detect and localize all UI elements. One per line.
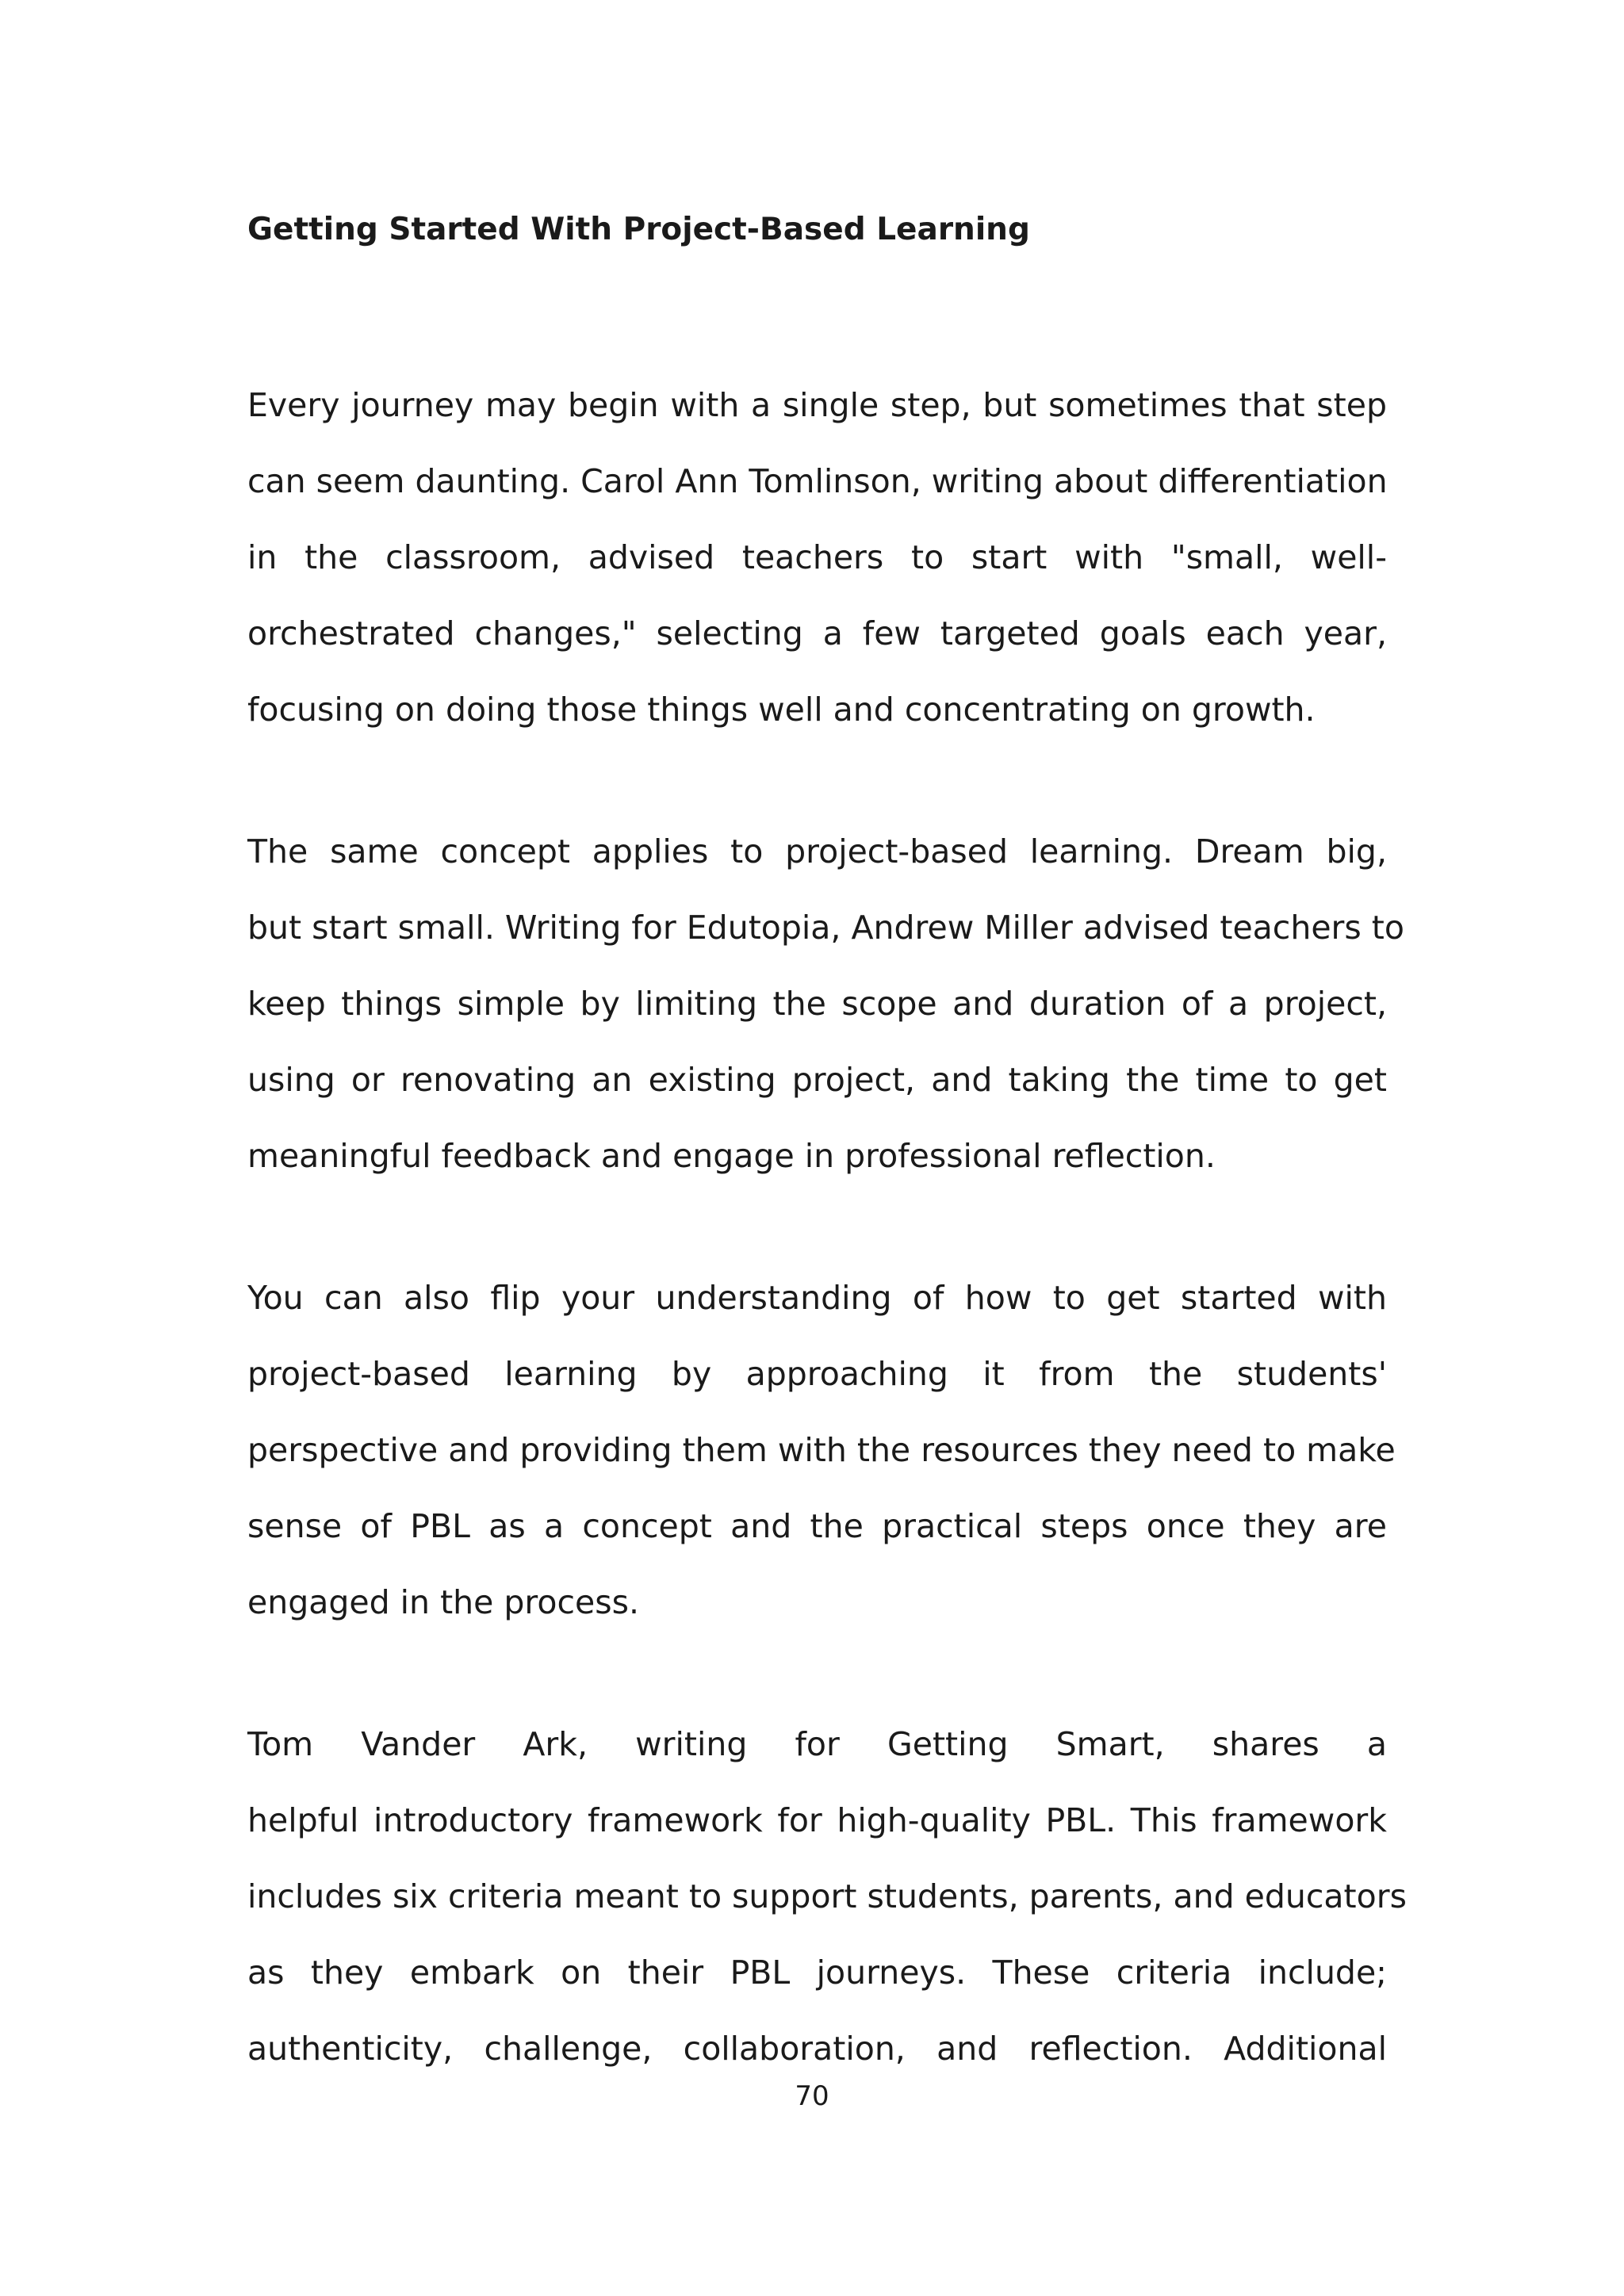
page-number: 70 — [795, 2080, 829, 2112]
text-line: Tom Vander Ark, writing for Getting Smart, shares a — [247, 1725, 1387, 1763]
paragraph-3 — [247, 1260, 1396, 1640]
text-line: sense of PBL as a concept and the practical steps once they are — [247, 1507, 1387, 1545]
text-line: meaningful feedback and engage in professional reflection. — [247, 1137, 1216, 1175]
paragraph-1 — [247, 367, 1387, 748]
text-line: focusing on doing those things well and concentrating on growth. — [247, 691, 1316, 729]
text-line: but start small. Writing for Edutopia, Andrew Miller advised teachers to — [247, 909, 1404, 947]
paragraph-4 — [247, 1706, 1407, 2087]
text-line: authenticity, challenge, collaboration, and reflection. Additional — [247, 2030, 1387, 2068]
text-line: can seem daunting. Carol Ann Tomlinson, writing about differentiation — [247, 462, 1388, 500]
text-line: in the classroom, advised teachers to start with "small, well- — [247, 538, 1387, 576]
text-line: perspective and providing them with the resources they need to make — [247, 1431, 1396, 1469]
text-line: as they embark on their PBL journeys. These criteria include; — [247, 1954, 1387, 1992]
text-line: orchestrated changes," selecting a few targeted goals each year, — [247, 614, 1387, 652]
text-line: engaged in the process. — [247, 1583, 639, 1621]
section-title: Getting Started With Project-Based Learning — [247, 212, 1030, 247]
text-line: helpful introductory framework for high-quality PBL. This framework — [247, 1801, 1387, 1839]
text-line: Every journey may begin with a single step, but sometimes that step — [247, 386, 1387, 424]
text-line: keep things simple by limiting the scope and duration of a project, — [247, 985, 1387, 1023]
paragraph-2 — [247, 813, 1404, 1194]
text-line: project-based learning by approaching it from the students' — [247, 1355, 1387, 1393]
text-line: using or renovating an existing project, and taking the time to get — [247, 1061, 1387, 1099]
text-line: You can also flip your understanding of how to get started with — [247, 1279, 1387, 1317]
text-line: includes six criteria meant to support students, parents, and educators — [247, 1877, 1407, 1915]
text-line: The same concept applies to project-based learning. Dream big, — [247, 832, 1387, 871]
